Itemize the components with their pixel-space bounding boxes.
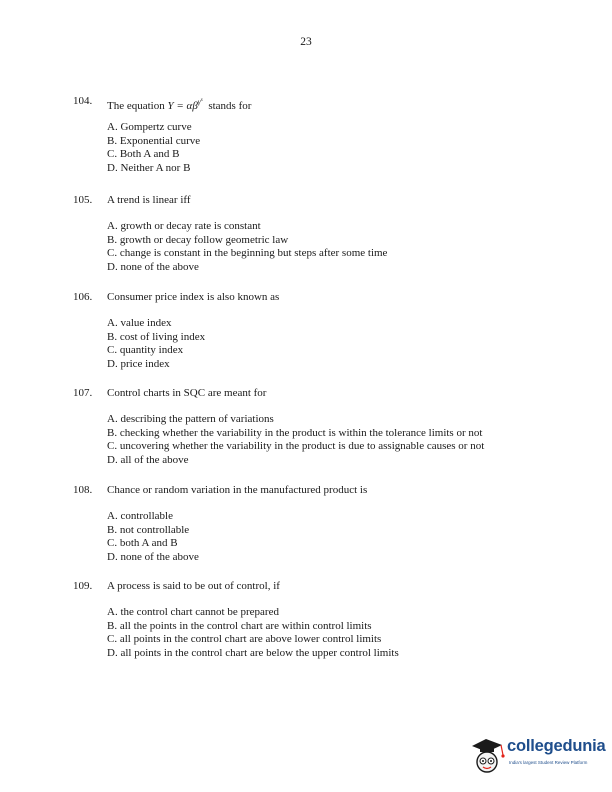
option-c: C. change is constant in the beginning but steps after some time: [107, 247, 388, 260]
option-a: A. value index: [107, 317, 172, 329]
option-b: B. checking whether the variability in the product is within the tolerance limits or not: [107, 426, 483, 439]
question-109: [73, 579, 573, 660]
option-d: D. all points in the control chart are below the upper control limits: [107, 646, 399, 659]
question-text: Chance or random variation in the manufactured product is: [107, 484, 368, 496]
collegedunia-logo: [468, 736, 608, 780]
question-number: 109.: [73, 580, 93, 592]
option-c: C. Both A and B: [107, 148, 180, 161]
option-a: A. the control chart cannot be prepared: [107, 606, 279, 618]
question-108: [73, 483, 573, 564]
equation: $Y = \alpha\beta^{\gamma^x}$: [167, 98, 203, 112]
option-a: A. controllable: [107, 510, 173, 522]
page-number: 23: [300, 36, 312, 48]
question-number: 105.: [73, 194, 93, 206]
option-b: B. growth or decay follow geometric law: [107, 233, 289, 246]
question-number: 104.: [73, 95, 93, 107]
question-text: A process is said to be out of control, if: [107, 580, 280, 592]
options-list: [107, 121, 573, 175]
option-d: D. all of the above: [107, 453, 189, 466]
option-a: A. describing the pattern of variations: [107, 413, 274, 425]
question-number: 107.: [73, 387, 93, 399]
question-106: [73, 290, 573, 371]
options-list: [107, 413, 573, 467]
option-c: C. both A and B: [107, 537, 178, 550]
question-107: [73, 386, 573, 467]
question-number: 108.: [73, 484, 93, 496]
options-list: [107, 606, 573, 660]
question-105: [73, 193, 573, 274]
options-list: [107, 510, 573, 564]
graduate-mascot-icon: [468, 736, 508, 780]
question-text: A trend is linear iff: [107, 194, 191, 206]
question-number: 106.: [73, 291, 93, 303]
question-text: Control charts in SQC are meant for: [107, 387, 267, 399]
option-d: D. price index: [107, 357, 170, 370]
option-b: B. cost of living index: [107, 330, 206, 343]
option-c: C. all points in the control chart are above lower control limits: [107, 633, 382, 646]
option-b: B. not controllable: [107, 523, 190, 536]
option-d: D. none of the above: [107, 260, 199, 273]
option-b: B. Exponential curve: [107, 134, 201, 147]
options-list: [107, 317, 573, 371]
question-text: Consumer price index is also known as: [107, 291, 280, 303]
option-d: D. none of the above: [107, 550, 199, 563]
option-a: A. Gompertz curve: [107, 121, 192, 133]
option-b: B. all the points in the control chart are within control limits: [107, 619, 372, 632]
options-list: [107, 220, 573, 274]
option-c: C. uncovering whether the variability in the product is due to assignable causes or not: [107, 440, 485, 453]
option-a: A. growth or decay rate is constant: [107, 220, 261, 232]
brand-name: collegedunia: [507, 737, 606, 755]
option-d: D. Neither A nor B: [107, 161, 191, 174]
brand-tagline: India's largest Student Review Platform: [509, 760, 588, 765]
question-104: [73, 94, 573, 175]
option-c: C. quantity index: [107, 344, 184, 357]
question-text: The equation $Y = \alpha\beta^{\gamma^x}$ stands for: [107, 98, 252, 112]
